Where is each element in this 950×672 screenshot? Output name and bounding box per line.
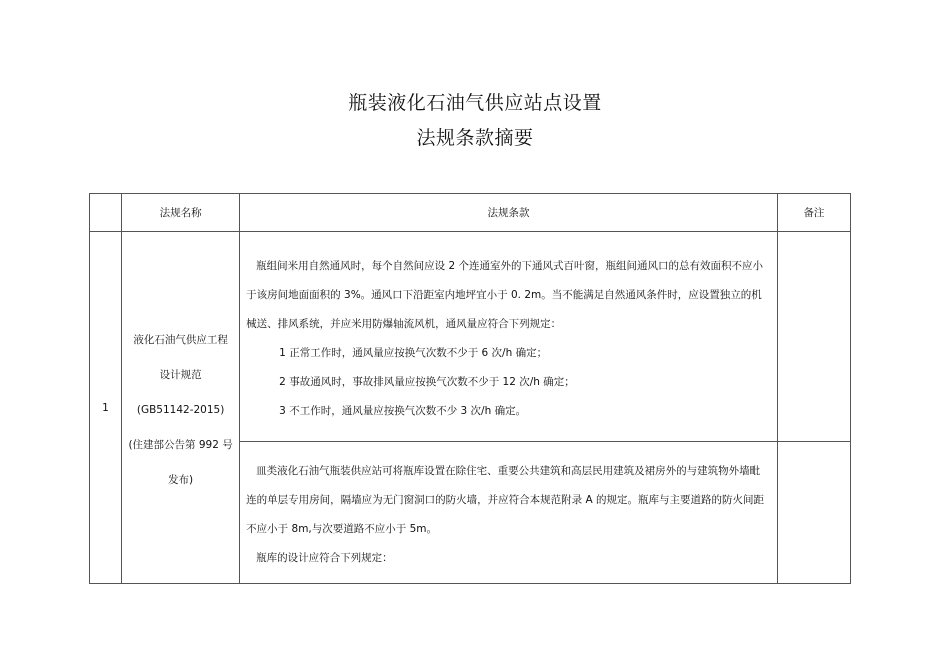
document-subtitle: 法规条款摘要 [416,127,534,149]
header-regulation-name: 法规名称 [122,194,240,232]
regulation-name-line: 设计规范 [159,369,202,381]
table-header-row [90,194,851,232]
header-number [90,194,122,232]
clause-cell [240,232,778,442]
regulation-announcement-line: 发布) [168,474,194,486]
regulation-name-cell [122,232,240,584]
clause-list-item: 1 正常工作时，通风量应按换气次数不少于 6 次/h 确定； [279,346,548,359]
clause-paragraph: 皿类液化石油气瓶装供应站可将瓶库设置在除住宅、重要公共建筑和高层民用建筑及裙房外的与建筑物外墙毗连的单层专用房间，隔墙应为无门窗洞口的防火墙，并应符合本规范附录 A 的规定。瓶库与主要道路的防火间距不应小于 8m,与次要道路不应小于 5m。 [246,464,765,535]
clause-paragraph: 瓶组间米用自然通风时，每个自然间应设 2 个连通室外的下通风式百叶窗，瓶组间通风口的总有效面积不应小于该房间地面面积的 3%。通风口下沿距室内地坪宜小于 0. 2m。当不能满足自然通风条件时，应设置独立的机械送、排风系统，并应米用防爆轴流风机，通风量应符合下列规定： [246,259,764,330]
clause-paragraph: 瓶库的设计应符合下列规定： [256,551,393,564]
regulation-code: (GB51142-2015) [136,404,225,416]
header-regulation-clause: 法规条款 [240,194,778,232]
clause-list-item: 2 事故通风时，事故排风量应按换气次数不少于 12 次/h 确定； [279,375,575,388]
note-cell [777,232,850,442]
note-cell [777,442,850,584]
clause-cell [240,442,778,584]
clause-list-item: 3 不工作时，通风量应按换气次数不少 3 次/h 确定。 [279,404,527,417]
regulation-announcement-line: (住建部公告第 992 号 [128,439,233,451]
row-number: 1 [90,232,122,584]
document-title: 瓶装液化石油气供应站点设置 [348,92,602,114]
header-note: 备注 [777,194,850,232]
table-row [90,232,851,442]
regulation-table [89,193,851,584]
regulation-name-line: 液化石油气供应工程 [133,334,228,346]
